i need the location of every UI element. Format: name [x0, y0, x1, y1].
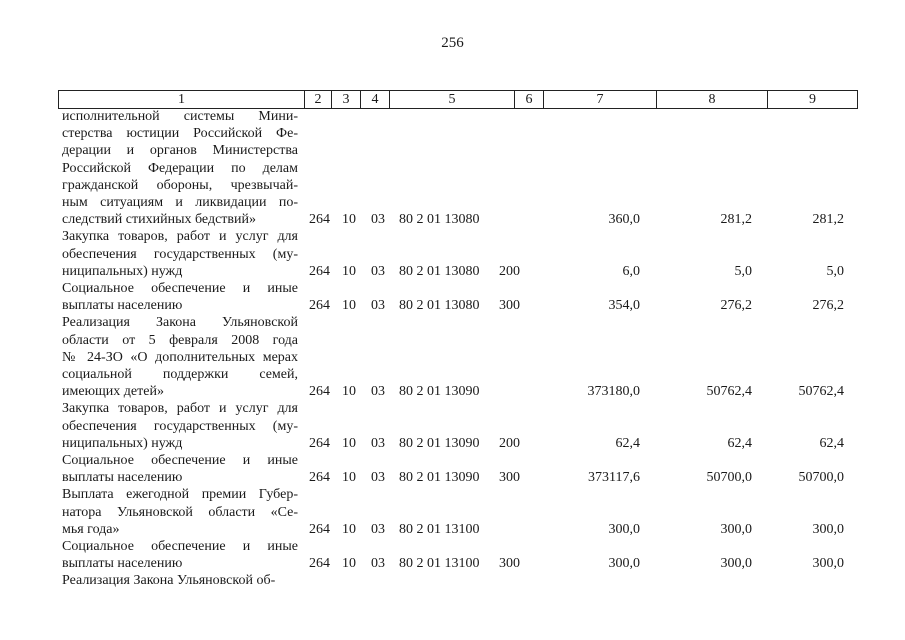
table-row [58, 280, 848, 314]
amount-col-7: 300,0 [608, 556, 640, 572]
section-code: 10 [342, 212, 356, 228]
section-code: 10 [342, 384, 356, 400]
row-values [58, 469, 848, 486]
section-code: 10 [342, 298, 356, 314]
description-line: Российской Федерации по делам [62, 160, 298, 176]
table-row [58, 538, 848, 572]
description-line: имеющих детей» [62, 384, 164, 400]
expense-type-code: 200 [499, 435, 520, 451]
amount-col-8: 281,2 [720, 212, 752, 228]
target-article-code: 80 2 01 13090 [399, 384, 480, 400]
section-code: 10 [342, 263, 356, 279]
amount-col-9: 300,0 [812, 521, 844, 537]
table-row [58, 108, 848, 228]
expense-type-code: 300 [499, 556, 520, 572]
description-line: области от 5 февраля 2008 года [62, 332, 298, 348]
subsection-code: 03 [371, 263, 385, 279]
amount-col-9: 50762,4 [798, 384, 844, 400]
expense-type-code: 200 [499, 263, 520, 279]
ministry-code: 264 [309, 521, 330, 537]
ministry-code: 264 [309, 212, 330, 228]
description-line: Реализация Закона Ульяновской об- [62, 573, 276, 589]
column-header-5: 5 [390, 91, 515, 109]
amount-col-7: 373117,6 [588, 470, 640, 486]
amount-col-9: 62,4 [819, 435, 844, 451]
amount-col-7: 354,0 [608, 298, 640, 314]
description-line: выплаты населению [62, 556, 183, 572]
ministry-code: 264 [309, 384, 330, 400]
amount-col-9: 281,2 [812, 212, 844, 228]
ministry-code: 264 [309, 263, 330, 279]
amount-col-7: 62,4 [615, 435, 640, 451]
row-values [58, 211, 848, 228]
column-header-1: 1 [59, 91, 305, 109]
description-line: выплаты населению [62, 470, 183, 486]
ministry-code: 264 [309, 298, 330, 314]
description-line: исполнительной системы Мини- [62, 109, 298, 124]
amount-col-7: 360,0 [608, 212, 640, 228]
section-code: 10 [342, 435, 356, 451]
table-row [58, 314, 848, 400]
table-row [58, 228, 848, 280]
section-code: 10 [342, 521, 356, 537]
description-line: обеспечения государственных (му- [62, 418, 298, 434]
amount-col-9: 300,0 [812, 556, 844, 572]
ministry-code: 264 [309, 556, 330, 572]
column-header-2: 2 [305, 91, 332, 109]
amount-col-7: 373180,0 [587, 384, 640, 400]
subsection-code: 03 [371, 435, 385, 451]
row-values [58, 263, 848, 280]
description-line: гражданской обороны, чрезвычай- [62, 177, 298, 193]
description-line: № 24-ЗО «О дополнительных мерах [62, 349, 298, 365]
amount-col-7: 6,0 [622, 263, 640, 279]
subsection-code: 03 [371, 556, 385, 572]
amount-col-9: 5,0 [826, 263, 844, 279]
page-number: 256 [441, 35, 464, 51]
table-row [58, 572, 848, 589]
description-line: ниципальных) нужд [62, 263, 183, 279]
expense-type-code: 300 [499, 298, 520, 314]
description-line: Социальное обеспечение и иные [62, 539, 298, 555]
target-article-code: 80 2 01 13100 [399, 556, 480, 572]
amount-col-8: 300,0 [720, 521, 752, 537]
amount-col-8: 50700,0 [706, 470, 752, 486]
column-header-6: 6 [515, 91, 544, 109]
amount-col-8: 300,0 [720, 556, 752, 572]
target-article-code: 80 2 01 13080 [399, 263, 480, 279]
row-values [58, 555, 848, 572]
column-header-9: 9 [768, 91, 858, 109]
target-article-code: 80 2 01 13090 [399, 435, 480, 451]
description-line: ниципальных) нужд [62, 435, 183, 451]
description-line: стерства юстиции Российской Фе- [62, 126, 298, 142]
subsection-code: 03 [371, 212, 385, 228]
amount-col-9: 276,2 [812, 298, 844, 314]
table-row [58, 400, 848, 452]
row-values [58, 297, 848, 314]
row-values [58, 435, 848, 452]
subsection-code: 03 [371, 384, 385, 400]
amount-col-8: 50762,4 [706, 384, 752, 400]
section-code: 10 [342, 556, 356, 572]
subsection-code: 03 [371, 298, 385, 314]
description-line: дерации и органов Министерства [62, 143, 298, 159]
row-values [58, 383, 848, 400]
subsection-code: 03 [371, 521, 385, 537]
table-body [58, 108, 848, 590]
section-code: 10 [342, 470, 356, 486]
target-article-code: 80 2 01 13080 [399, 298, 480, 314]
row-values [58, 573, 848, 590]
amount-col-8: 5,0 [734, 263, 752, 279]
amount-col-8: 62,4 [727, 435, 752, 451]
description-line: следствий стихийных бедствий» [62, 212, 257, 228]
description-line: Социальное обеспечение и иные [62, 281, 298, 297]
description-line: Социальное обеспечение и иные [62, 453, 298, 469]
column-header-7: 7 [544, 91, 657, 109]
description-line: выплаты населению [62, 298, 183, 314]
expense-type-code: 300 [499, 470, 520, 486]
description-line: Реализация Закона Ульяновской [62, 315, 298, 331]
description-line: обеспечения государственных (му- [62, 246, 298, 262]
subsection-code: 03 [371, 470, 385, 486]
description-line: мья года» [62, 521, 120, 537]
row-values [58, 521, 848, 538]
column-header-8: 8 [657, 91, 768, 109]
amount-col-9: 50700,0 [798, 470, 844, 486]
description-line: ным ситуациям и ликвидации по- [62, 195, 298, 211]
description-line: Выплата ежегодной премии Губер- [62, 487, 298, 503]
column-header-table [58, 90, 858, 109]
description-line: натора Ульяновской области «Се- [62, 504, 298, 520]
table-row [58, 452, 848, 486]
description-line: Закупка товаров, работ и услуг для [62, 229, 298, 245]
description-line: социальной поддержки семей, [62, 367, 298, 383]
target-article-code: 80 2 01 13080 [399, 212, 480, 228]
ministry-code: 264 [309, 435, 330, 451]
target-article-code: 80 2 01 13090 [399, 470, 480, 486]
amount-col-8: 276,2 [720, 298, 752, 314]
column-header-3: 3 [332, 91, 361, 109]
amount-col-7: 300,0 [608, 521, 640, 537]
column-header-4: 4 [361, 91, 390, 109]
ministry-code: 264 [309, 470, 330, 486]
target-article-code: 80 2 01 13100 [399, 521, 480, 537]
column-header-row [59, 91, 858, 109]
table-row [58, 486, 848, 538]
description-line: Закупка товаров, работ и услуг для [62, 401, 298, 417]
